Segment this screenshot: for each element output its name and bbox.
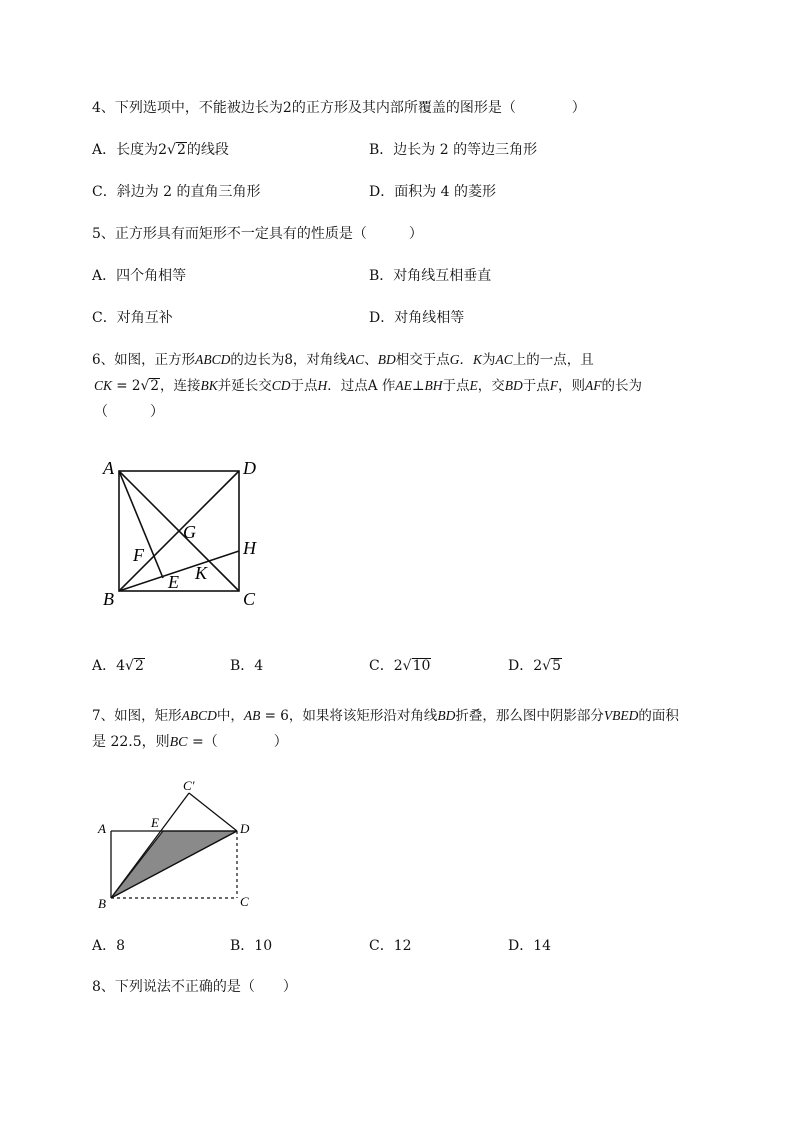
- q6-label-d: D: [243, 458, 256, 478]
- q5-option-c: C．对角互补: [92, 310, 173, 326]
- q6-label-b: B: [103, 589, 114, 609]
- q6-figure: [95, 450, 275, 615]
- q6-option-a: A．4√2: [92, 658, 144, 674]
- q6-label-f: F: [133, 545, 144, 565]
- q7-option-d: D．14: [508, 938, 552, 954]
- q5-stem: 5、正方形具有而矩形不一定具有的性质是（ ）: [92, 226, 423, 242]
- q4-option-a-coef: 2: [158, 142, 168, 158]
- q5-option-a: A．四个角相等: [92, 268, 187, 284]
- q4-option-c: C．斜边为 2 的直角三角形: [92, 184, 261, 200]
- q4-option-a: [92, 141, 229, 159]
- q5-option-b: B．对角线互相垂直: [369, 268, 492, 284]
- q7-label-a: A: [98, 821, 106, 836]
- q4-option-a-suffix: 的线段: [186, 142, 229, 158]
- q7-stem-line1: 7、如图，矩形ABCD中，AB = 6，如果将该矩形沿对角线BD折叠，那么图中阴影部分VBED的面积: [92, 708, 679, 724]
- q7-figure: [95, 775, 265, 915]
- q6-label-g: G: [183, 522, 196, 542]
- q4-option-a-sqrt: 2√2: [158, 142, 186, 158]
- q6-label-c: C: [243, 589, 256, 609]
- q7-folded-cd: [189, 793, 237, 831]
- q7-option-b: B．10: [230, 938, 273, 954]
- q6-stem-line1: 6、如图，正方形ABCD的边长为8，对角线AC、BD相交于点G．K为AC上的一点，且: [92, 352, 594, 368]
- q6-option-b: B．4: [230, 658, 264, 674]
- q7-option-a: A．8: [92, 938, 126, 954]
- q7-label-e: E: [151, 815, 159, 830]
- q6-option-d: D．2√5: [508, 658, 561, 674]
- q4-option-b: B．边长为 2 的等边三角形: [369, 142, 538, 158]
- q6-label-h: H: [243, 538, 256, 558]
- q5-option-d: D．对角线相等: [369, 310, 465, 326]
- q7-label-d: D: [240, 821, 250, 836]
- q4-option-d: D．面积为 4 的菱形: [369, 184, 497, 200]
- q7-label-c: C: [240, 894, 249, 909]
- q7-option-c: C．12: [369, 938, 412, 954]
- q4-option-a-radicand: 2: [176, 142, 186, 158]
- q7-label-cprime: C′: [183, 778, 195, 793]
- q6-stem-line3: （ ）: [94, 404, 164, 420]
- q6-label-a: A: [103, 458, 114, 478]
- q6-label-k: K: [195, 563, 208, 583]
- q4-option-a-prefix: A．长度为: [92, 142, 159, 158]
- q6-option-c: C．2√10: [369, 658, 431, 674]
- q6-stem-line2: CK = 2√2，连接BK并延长交CD于点H．过点A 作AE⊥BH于点E，交BD于点F，则AF的长为: [94, 378, 643, 394]
- q7-label-b: B: [98, 896, 106, 911]
- q6-label-e: E: [168, 572, 179, 592]
- q7-stem-line2: 是 22.5，则BC =（ ）: [92, 734, 288, 750]
- q4-stem: 4、下列选项中，不能被边长为2的正方形及其内部所覆盖的图形是（ ）: [92, 100, 586, 116]
- q8-stem: 8、下列说法不正确的是（ ）: [92, 979, 297, 995]
